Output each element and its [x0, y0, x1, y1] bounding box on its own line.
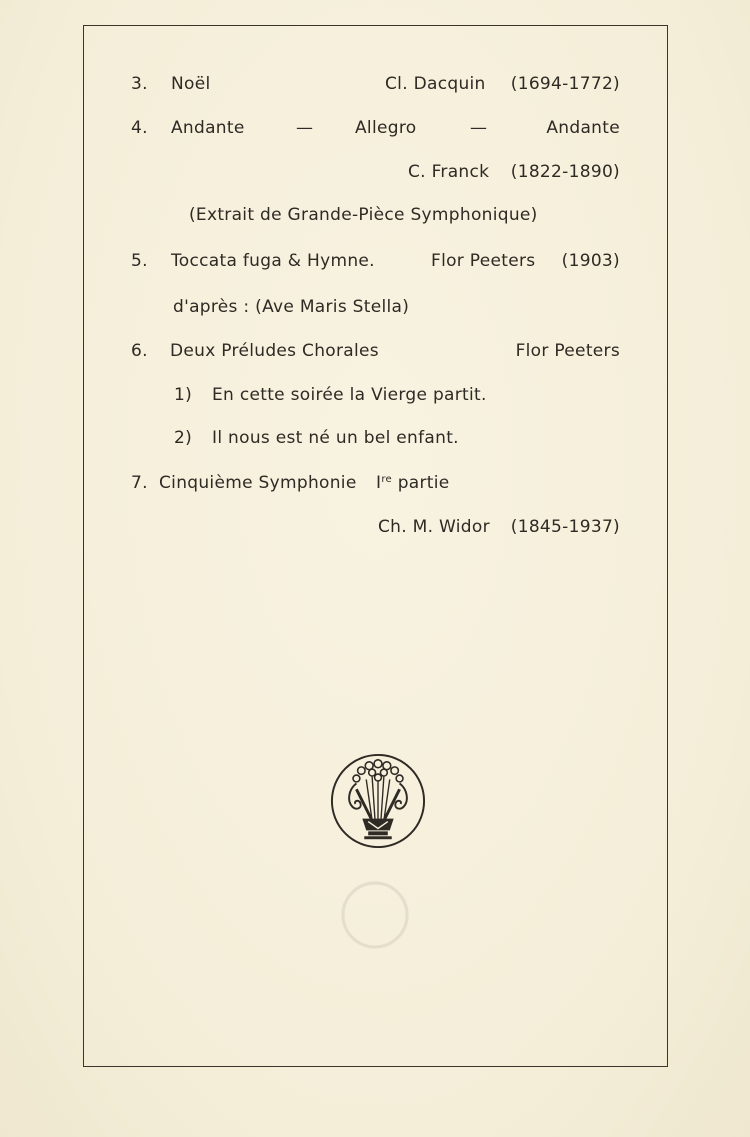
movement-3: Andante: [546, 118, 620, 138]
composer-name: Flor Peeters: [431, 251, 536, 271]
item-number: 4.: [131, 118, 148, 138]
program-item-4-note: (Extrait de Grande-Pièce Symphonique): [189, 205, 538, 225]
item-number: 5.: [131, 251, 148, 271]
composer-name: Flor Peeters: [515, 341, 620, 361]
part-label: Ire partie: [376, 473, 450, 493]
show-through-emblem-icon: [335, 875, 415, 955]
composer-dates: (1822-1890): [510, 162, 620, 182]
sub-number: 1): [174, 385, 193, 405]
piece-title: Deux Préludes Chorales: [170, 341, 379, 361]
composer-name: Cl. Dacquin: [385, 74, 486, 94]
composer-name: C. Franck: [408, 162, 490, 182]
piece-title: Toccata fuga & Hymne.: [171, 251, 375, 271]
movement-1: Andante: [171, 118, 245, 138]
sub-number: 2): [174, 428, 193, 448]
lyre-vase-emblem-icon: [329, 752, 427, 850]
composer-dates: (1845-1937): [510, 517, 620, 537]
item-number: 3.: [131, 74, 148, 94]
composer-dates: (1903): [561, 251, 620, 271]
movement-dash: —: [296, 118, 314, 138]
movement-2: Allegro: [355, 118, 417, 138]
sub-title: Il nous est né un bel enfant.: [212, 428, 459, 448]
composer-dates: (1694-1772): [510, 74, 620, 94]
movement-dash: —: [470, 118, 488, 138]
composer-name: Ch. M. Widor: [378, 517, 490, 537]
piece-title: Cinquième Symphonie: [159, 473, 357, 493]
piece-title: Noël: [171, 74, 211, 94]
program-item-5-subtitle: d'après : (Ave Maris Stella): [173, 297, 410, 317]
sub-title: En cette soirée la Vierge partit.: [212, 385, 487, 405]
item-number: 6.: [131, 341, 148, 361]
item-number: 7.: [131, 473, 148, 493]
